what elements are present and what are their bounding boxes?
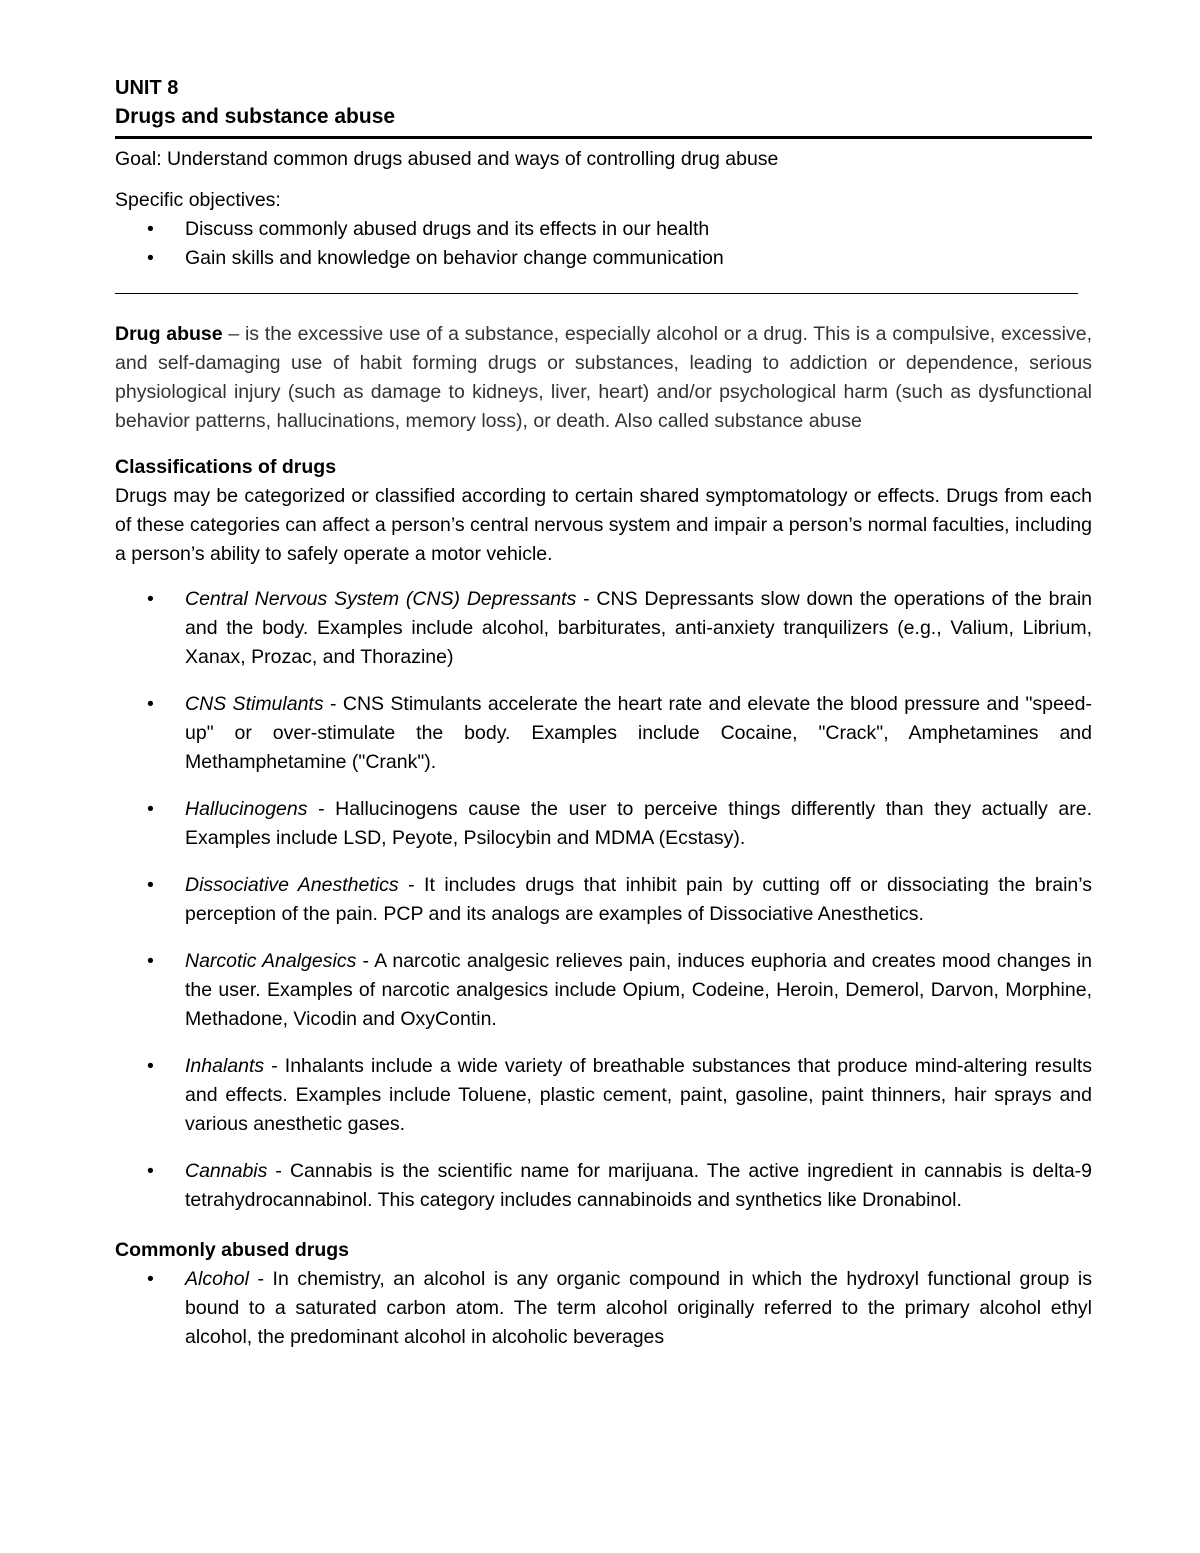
drug-class-name: Hallucinogens [185, 798, 308, 820]
drug-class-name: Cannabis [185, 1160, 268, 1182]
bullet-icon: • [147, 693, 154, 715]
bullet-icon: • [147, 1160, 154, 1182]
list-item: • Narcotic Analgesics - A narcotic analgesic relieves pain, induces euphoria and creates mood changes in the user. Examples of narcotic analgesics include Opium, Codeine, Heroin, Demerol, Darvon, Morphine, Methadone, Vicodin and OxyContin. [185, 947, 1092, 1034]
list-item: • Gain skills and knowledge on behavior change communication [185, 244, 1092, 273]
page-title: Drugs and substance abuse [115, 105, 396, 128]
section-divider [115, 293, 1078, 294]
list-item: • Alcohol - In chemistry, an alcohol is any organic compound in which the hydroxyl functional group is bound to a saturated carbon atom. The term alcohol originally referred to the primary alcohol ethyl alcohol, the predominant alcohol in alcoholic beverages [185, 1265, 1092, 1352]
drug-class-name: Central Nervous System (CNS) Depressants [185, 588, 577, 610]
list-item: • Cannabis - Cannabis is the scientific name for marijuana. The active ingredient in cannabis is delta-9 tetrahydrocannabinol. This category includes cannabinoids and synthetics like Dronabinol. [185, 1157, 1092, 1215]
list-item: • Inhalants - Inhalants include a wide variety of breathable substances that produce mind-altering results and effects. Examples include Toluene, plastic cement, paint, gasoline, paint thinners, hair sprays and various anesthetic gases. [185, 1052, 1092, 1139]
list-item: • CNS Stimulants - CNS Stimulants accelerate the heart rate and elevate the blood pressure and "speed-up" or over-stimulate the body. Examples include Cocaine, "Crack", Amphetamines and Methamphetamine ("Crank"). [185, 690, 1092, 777]
bullet-icon: • [147, 218, 154, 240]
bullet-icon: • [147, 874, 154, 896]
drug-name: Alcohol [185, 1268, 249, 1290]
list-item: • Dissociative Anesthetics - It includes drugs that inhibit pain by cutting off or dissociating the brain’s perception of the pain. PCP and its analogs are examples of Dissociative Anesthetics. [185, 871, 1092, 929]
bullet-icon: • [147, 798, 154, 820]
list-item: • Hallucinogens - Hallucinogens cause the user to perceive things differently than they actually are. Examples include LSD, Peyote, Psilocybin and MDMA (Ecstasy). [185, 795, 1092, 853]
specific-objectives-label: Specific objectives: [115, 189, 281, 211]
list-item: • Central Nervous System (CNS) Depressants - CNS Depressants slow down the operations of the brain and the body. Examples include alcohol, barbiturates, anti-anxiety tranquilizers (e.g., Valium, Librium, Xanax, Prozac, and Thorazine) [185, 585, 1092, 672]
drug-class-name: CNS Stimulants [185, 693, 324, 715]
unit-label: UNIT 8 [115, 77, 179, 99]
classifications-intro: Drugs may be categorized or classified according to certain shared symptomatology or effects. Drugs from each of these categories can affect a person’s central nervous system and impair a person’s normal faculties, including a person’s ability to safely operate a motor vehicle. [115, 485, 1092, 565]
title-divider [115, 136, 1092, 139]
bullet-icon: • [147, 950, 154, 972]
bullet-icon: • [147, 247, 154, 269]
bullet-icon: • [147, 1055, 154, 1077]
objectives-list [115, 215, 1092, 273]
classifications-list [115, 585, 1092, 1215]
bullet-icon: • [147, 588, 154, 610]
drug-class-name: Inhalants [185, 1055, 265, 1077]
commonly-abused-heading: Commonly abused drugs [115, 1239, 350, 1261]
list-item: • Discuss commonly abused drugs and its effects in our health [185, 215, 1092, 244]
drug-class-name: Narcotic Analgesics [185, 950, 357, 972]
drug-abuse-definition: Drug abuse – is the excessive use of a substance, especially alcohol or a drug. This is a compulsive, excessive, and self-damaging use of habit forming drugs or substances, leading to addiction or dependence, serious physiological injury (such as damage to kidneys, liver, heart) and/or psychological harm (such as dysfunctional behavior patterns, hallucinations, memory loss), or death. Also called substance abuse [115, 323, 1092, 432]
drug-abuse-term: Drug abuse [115, 323, 223, 345]
goal-statement: Goal: Understand common drugs abused and ways of controlling drug abuse [115, 148, 779, 170]
drug-class-name: Dissociative Anesthetics [185, 874, 399, 896]
commonly-abused-list [115, 1265, 1092, 1352]
bullet-icon: • [147, 1268, 154, 1290]
classifications-heading: Classifications of drugs [115, 456, 337, 478]
